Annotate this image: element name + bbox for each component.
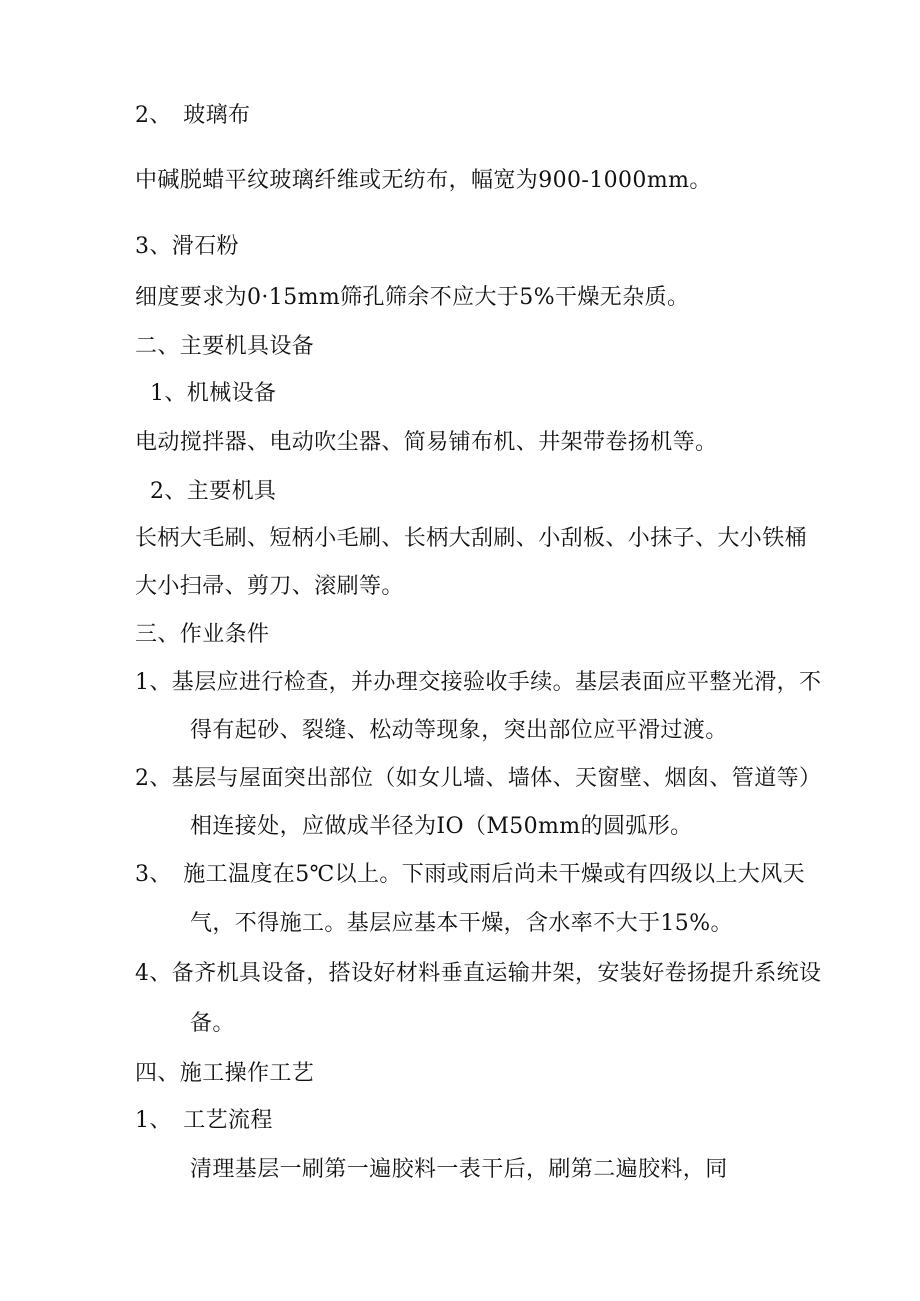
condition-1-line-1: 1、基层应进行检查，并办理交接验收手续。基层表面应平整光滑，不: [135, 670, 822, 695]
condition-4-line-2: 备。: [190, 1011, 235, 1036]
condition-2-line-1: 2、基层与屋面突出部位（如女儿墙、墙体、天窗壁、烟囱、管道等）: [135, 766, 822, 791]
condition-2-line-2: 相连接处，应做成半径为IO（M50mm的圆弧形。: [190, 814, 693, 839]
paragraph-process-flow: 清理基层一刷第一遍胶料一表干后，刷第二遍胶料，同: [190, 1157, 728, 1182]
paragraph-tools-line-1: 长柄大毛刷、短柄小毛刷、长柄大刮刷、小刮板、小抹子、大小铁桶: [135, 526, 808, 551]
condition-3-line-1: 3、 施工温度在5℃以上。下雨或雨后尚未干燥或有四级以上大风天: [135, 862, 806, 887]
section-heading-conditions: 三、作业条件: [135, 622, 270, 647]
subheading-tools: 2、主要机具: [150, 479, 277, 504]
subheading-process-flow: 1、 工艺流程: [135, 1108, 273, 1133]
item-glass-cloth-heading: 2、 玻璃布: [135, 103, 251, 128]
section-heading-process: 四、施工操作工艺: [135, 1061, 315, 1086]
paragraph-talc: 细度要求为0·15mm筛孔筛余不应大于5%干燥无杂质。: [135, 285, 690, 310]
paragraph-glass-cloth: 中碱脱蜡平纹玻璃纤维或无纺布，幅宽为900-1000mm。: [135, 168, 712, 193]
condition-3-line-2: 气，不得施工。基层应基本干燥，含水率不大于15%。: [190, 911, 733, 936]
item-talc-heading: 3、滑石粉: [135, 234, 239, 259]
section-heading-equipment: 二、主要机具设备: [135, 334, 315, 359]
paragraph-machinery: 电动搅拌器、电动吹尘器、简易铺布机、井架带卷扬机等。: [135, 430, 718, 455]
condition-4-line-1: 4、备齐机具设备，搭设好材料垂直运输井架，安装好卷扬提升系统设: [135, 961, 822, 986]
condition-1-line-2: 得有起砂、裂缝、松动等现象，突出部位应平滑过渡。: [190, 718, 728, 743]
subheading-machinery: 1、机械设备: [150, 381, 277, 406]
paragraph-tools-line-2: 大小扫帚、剪刀、滚刷等。: [135, 574, 404, 599]
